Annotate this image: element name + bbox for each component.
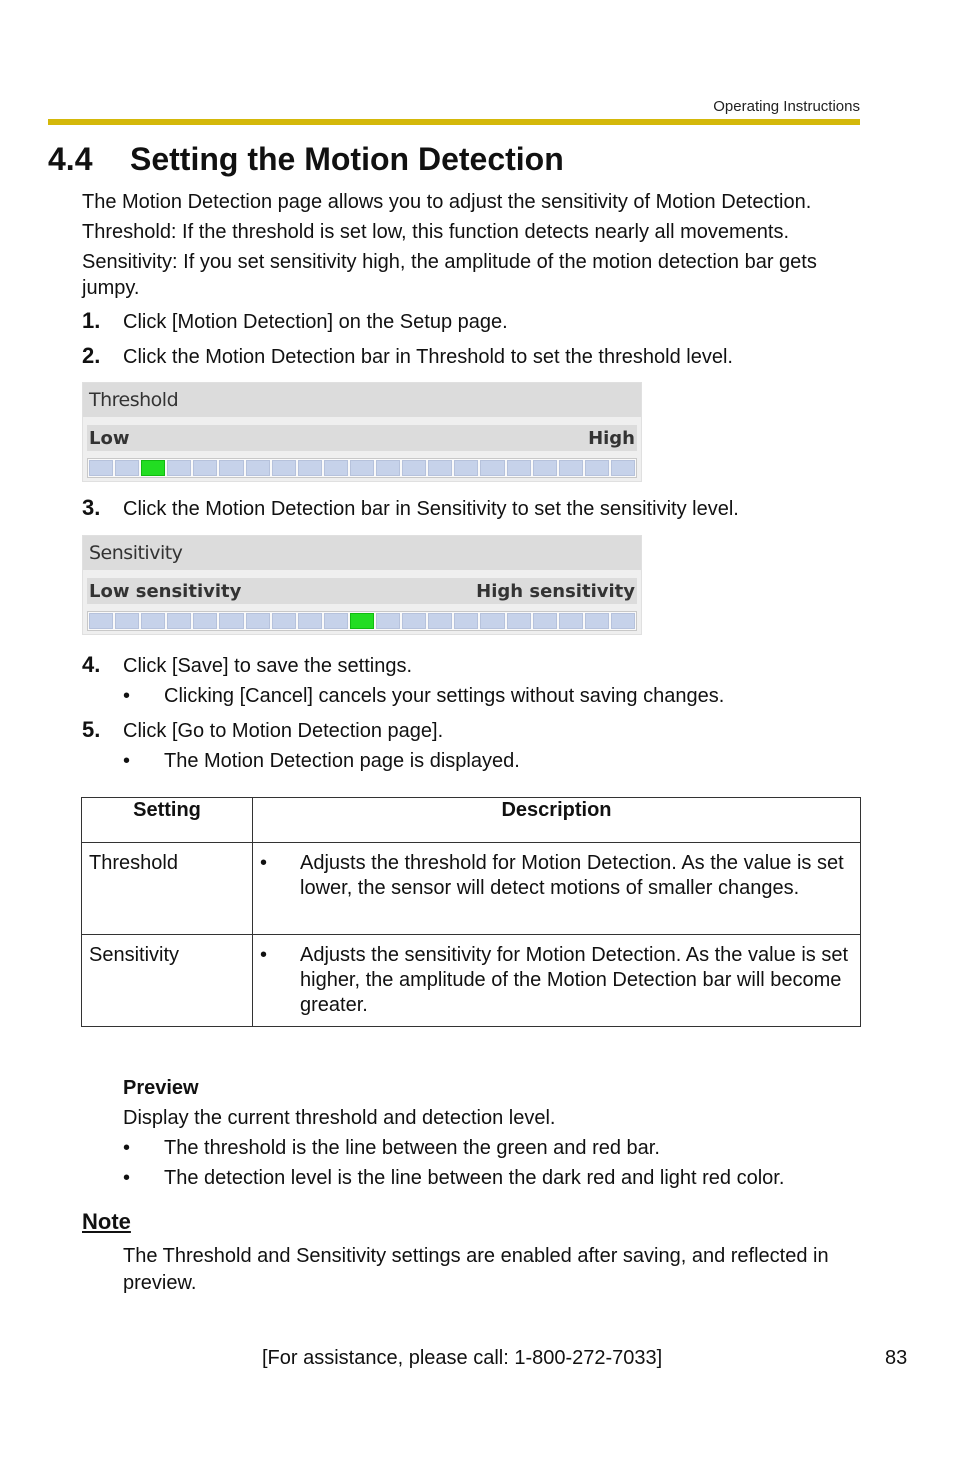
- bullet-text: Clicking [Cancel] cancels your settings without saving changes.: [164, 685, 725, 707]
- step-1: [82, 308, 508, 334]
- step-5: [82, 717, 443, 743]
- sensitivity-bar-segment[interactable]: [559, 613, 583, 629]
- intro-paragraph-2: Threshold: If the threshold is set low, this function detects nearly all movements.: [82, 221, 790, 243]
- bullet-glyph: •: [123, 1137, 131, 1159]
- sensitivity-motion-bar[interactable]: [87, 611, 637, 631]
- note-text: The Threshold and Sensitivity settings are enabled after saving, and reflected in preview.: [123, 1245, 829, 1294]
- table-header-row: [82, 798, 861, 843]
- step-3: [82, 495, 739, 521]
- sensitivity-bar-segment[interactable]: [246, 613, 270, 629]
- threshold-bar-segment[interactable]: [115, 460, 139, 476]
- intro-paragraph-3: Sensitivity: If you set sensitivity high, the amplitude of the motion detection bar gets jumpy.: [82, 251, 817, 299]
- section-title-text: Setting the Motion Detection: [130, 141, 564, 177]
- threshold-bar-segment[interactable]: [376, 460, 400, 476]
- threshold-bar-segment[interactable]: [167, 460, 191, 476]
- threshold-bar-segment[interactable]: [272, 460, 296, 476]
- preview-heading: Preview: [123, 1077, 199, 1099]
- sensitivity-bar-segment[interactable]: [167, 613, 191, 629]
- running-header: Operating Instructions: [713, 98, 860, 115]
- settings-table: [81, 797, 861, 1027]
- sensitivity-bar-segment[interactable]: [507, 613, 531, 629]
- preview-bullet: [123, 1137, 660, 1160]
- sensitivity-bar-segment[interactable]: [89, 613, 113, 629]
- threshold-bar-segment[interactable]: [428, 460, 452, 476]
- table-row: [82, 935, 861, 1027]
- step-text: Click [Motion Detection] on the Setup page.: [123, 311, 508, 333]
- threshold-bar-segment[interactable]: [89, 460, 113, 476]
- sensitivity-bar-segment[interactable]: [428, 613, 452, 629]
- note-heading: Note: [82, 1209, 131, 1234]
- section-title: [48, 141, 564, 178]
- step-text: Click [Go to Motion Detection page].: [123, 720, 444, 742]
- step-number: 3.: [82, 495, 101, 520]
- threshold-bar-segment[interactable]: [611, 460, 635, 476]
- threshold-motion-bar[interactable]: [87, 458, 637, 478]
- threshold-panel-title: Threshold: [89, 389, 179, 411]
- sensitivity-scale-labels: [87, 578, 637, 604]
- setting-cell: Sensitivity: [82, 935, 253, 1027]
- step-5-bullet: [123, 750, 520, 773]
- step-number: 2.: [82, 343, 101, 368]
- description-cell: [253, 935, 861, 1027]
- bullet-glyph: •: [260, 944, 268, 966]
- step-text: Click [Save] to save the settings.: [123, 655, 413, 677]
- threshold-high-label: High: [588, 428, 635, 449]
- sensitivity-high-label: High sensitivity: [476, 581, 635, 602]
- sensitivity-bar-segment[interactable]: [298, 613, 322, 629]
- sensitivity-panel-header: [83, 536, 641, 570]
- bullet-glyph: •: [123, 1167, 131, 1189]
- header-rule: [48, 119, 860, 125]
- sensitivity-bar-segment[interactable]: [480, 613, 504, 629]
- threshold-scale-labels: [87, 425, 637, 451]
- sensitivity-bar-segment[interactable]: [115, 613, 139, 629]
- sensitivity-bar-segment[interactable]: [454, 613, 478, 629]
- sensitivity-bar-segment[interactable]: [324, 613, 348, 629]
- threshold-bar-segment-selected[interactable]: [141, 460, 165, 476]
- threshold-bar-segment[interactable]: [193, 460, 217, 476]
- bullet-text: The Motion Detection page is displayed.: [164, 750, 520, 772]
- step-number: 5.: [82, 717, 101, 742]
- step-text: Click the Motion Detection bar in Sensitivity to set the sensitivity level.: [123, 498, 739, 520]
- threshold-bar-segment[interactable]: [454, 460, 478, 476]
- step-number: 4.: [82, 652, 101, 677]
- column-header-description: Description: [253, 798, 861, 843]
- threshold-bar-segment[interactable]: [246, 460, 270, 476]
- threshold-bar-segment[interactable]: [324, 460, 348, 476]
- sensitivity-bar-segment[interactable]: [219, 613, 243, 629]
- preview-text: Display the current threshold and detection level.: [123, 1107, 556, 1129]
- sensitivity-bar-segment[interactable]: [272, 613, 296, 629]
- description-text: Adjusts the threshold for Motion Detection. As the value is set lower, the sensor will detect motions of smaller changes.: [300, 852, 844, 899]
- bullet-glyph: •: [123, 750, 131, 772]
- sensitivity-bar-segment[interactable]: [611, 613, 635, 629]
- step-2: [82, 343, 733, 369]
- threshold-panel: [82, 382, 642, 482]
- sensitivity-bar-segment[interactable]: [193, 613, 217, 629]
- bullet-glyph: •: [123, 685, 131, 707]
- footer-assistance: [For assistance, please call: 1-800-272-7033]: [262, 1347, 663, 1369]
- threshold-low-label: Low: [89, 428, 130, 449]
- threshold-bar-segment[interactable]: [350, 460, 374, 476]
- threshold-bar-segment[interactable]: [559, 460, 583, 476]
- step-4: [82, 652, 412, 678]
- sensitivity-panel: [82, 535, 642, 635]
- threshold-bar-segment[interactable]: [533, 460, 557, 476]
- page-number: 83: [885, 1347, 908, 1369]
- bullet-text: The detection level is the line between the dark red and light red color.: [164, 1167, 785, 1189]
- threshold-bar-segment[interactable]: [480, 460, 504, 476]
- preview-bullet: [123, 1167, 784, 1190]
- step-text: Click the Motion Detection bar in Threshold to set the threshold level.: [123, 346, 733, 368]
- threshold-panel-header: [83, 383, 641, 417]
- sensitivity-bar-segment[interactable]: [533, 613, 557, 629]
- sensitivity-bar-segment[interactable]: [376, 613, 400, 629]
- intro-paragraph-1: The Motion Detection page allows you to adjust the sensitivity of Motion Detection.: [82, 191, 812, 213]
- section-number: 4.4: [48, 141, 93, 177]
- description-text: Adjusts the sensitivity for Motion Detection. As the value is set higher, the amplitude of the Motion Detection bar will become greater.: [300, 944, 849, 1016]
- table-row: [82, 843, 861, 935]
- threshold-bar-segment[interactable]: [585, 460, 609, 476]
- sensitivity-low-label: Low sensitivity: [89, 581, 242, 602]
- step-4-bullet: [123, 685, 724, 708]
- bullet-glyph: •: [260, 852, 268, 874]
- step-number: 1.: [82, 308, 101, 333]
- bullet-text: The threshold is the line between the green and red bar.: [164, 1137, 660, 1159]
- threshold-bar-segment[interactable]: [219, 460, 243, 476]
- column-header-setting: Setting: [82, 798, 253, 843]
- sensitivity-bar-segment[interactable]: [402, 613, 426, 629]
- threshold-bar-segment[interactable]: [507, 460, 531, 476]
- sensitivity-bar-segment-selected[interactable]: [350, 613, 374, 629]
- threshold-bar-segment[interactable]: [298, 460, 322, 476]
- sensitivity-panel-title: Sensitivity: [89, 542, 183, 564]
- description-cell: [253, 843, 861, 935]
- setting-cell: Threshold: [82, 843, 253, 935]
- threshold-bar-segment[interactable]: [402, 460, 426, 476]
- sensitivity-bar-segment[interactable]: [585, 613, 609, 629]
- sensitivity-bar-segment[interactable]: [141, 613, 165, 629]
